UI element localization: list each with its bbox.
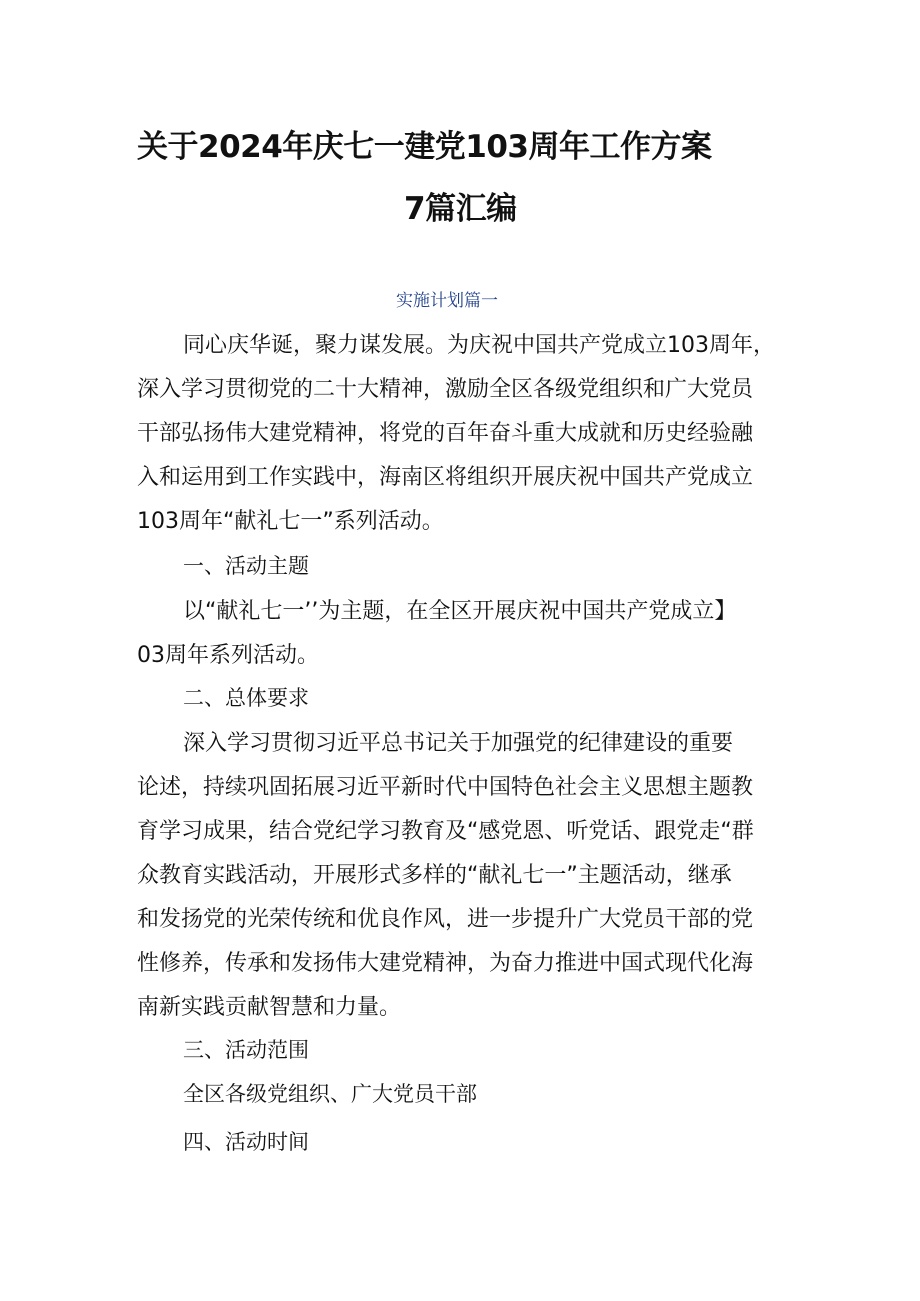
theme-line-1: 以“献礼七一’’为主题，在全区开展庆祝中国共产党成立】 — [183, 599, 737, 624]
requirements-line-7: 南新实践贡献智慧和力量。 — [137, 995, 402, 1020]
requirements-line-1: 深入学习贯彻习近平总书记关于加强党的纪律建设的重要 — [183, 731, 734, 756]
intro-line-1: 同心庆华诞，聚力谋发展。为庆祝中国共产党成立103周年， — [183, 333, 775, 358]
requirements-line-6: 性修养，传承和发扬伟大建党精神，为奋力推进中国式现代化海 — [137, 951, 754, 976]
requirements-line-3: 育学习成果，结合党纪学习教育及“感党恩、听党话、跟党走“群 — [137, 819, 754, 844]
section-title: 实施计划篇一 — [396, 291, 498, 311]
intro-line-2: 深入学习贯彻党的二十大精神，激励全区各级党组织和广大党员 — [137, 377, 754, 402]
heading-general-requirements: 二、总体要求 — [183, 686, 309, 710]
heading-activity-scope: 三、活动范围 — [183, 1038, 309, 1062]
document-title-line-2: 7篇汇编 — [404, 191, 517, 227]
heading-activity-time: 四、活动时间 — [183, 1130, 309, 1154]
requirements-line-4: 众教育实践活动，开展形式多样的“献礼七一”主题活动，继承 — [137, 863, 732, 888]
intro-line-5: 103周年“献礼七一”系列活动。 — [137, 509, 444, 534]
intro-line-3: 干部弘扬伟大建党精神，将党的百年奋斗重大成就和历史经验融 — [137, 421, 754, 446]
intro-line-4: 入和运用到工作实践中，海南区将组织开展庆祝中国共产党成立 — [137, 465, 754, 490]
scope-text: 全区各级党组织、广大党员干部 — [183, 1082, 477, 1106]
theme-line-2: 03周年系列活动。 — [137, 643, 319, 668]
heading-activity-theme: 一、活动主题 — [183, 554, 309, 578]
document-title-line-1: 关于2024年庆七一建党103周年工作方案 — [137, 129, 712, 165]
requirements-line-2: 论述，持续巩固拓展习近平新时代中国特色社会主义思想主题教 — [137, 775, 754, 800]
requirements-line-5: 和发扬党的光荣传统和优良作风，进一步提升广大党员干部的党 — [137, 907, 754, 932]
